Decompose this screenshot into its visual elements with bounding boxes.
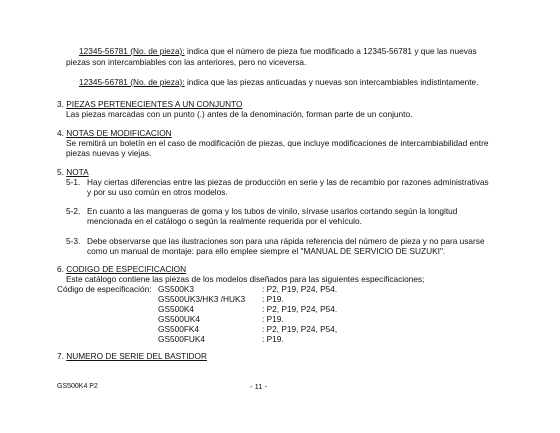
section-title: NUMERO DE SERIE DEL BASTIDOR [66, 351, 207, 361]
spec-code: GS500UK3/HK3 /HUK3 [158, 294, 246, 304]
section-title: CODIGO DE ESPECIFICACION [66, 264, 187, 274]
section-4-heading [57, 128, 172, 139]
section-title: NOTA [66, 167, 89, 177]
section-4-line1: Se remitirá un boletín en el caso de modificación de piezas, que incluye modificaciones de intercambiabilidad entre [66, 138, 489, 148]
note-5-2-line1: En cuanto a las mangueras de goma y los tubos de vinilo, sírvase usarlos cortando según la longitud [87, 206, 458, 216]
section-title: PIEZAS PERTENECIENTES A UN CONJUNTO [66, 99, 243, 109]
note-5-2-num: 5-2. [66, 206, 81, 216]
spec-code: GS500K4 [158, 304, 194, 314]
note-5-2-line2: mencionada en el catálogo o según la realmente requerida por el vehículo. [87, 216, 362, 226]
spec-values: : P2, P19, P24, P54. [262, 284, 338, 294]
spec-values: : P2, P19, P24, P54. [262, 304, 338, 314]
note-5-3-line2: como un manual de montaje: para ello emplee siempre el "MANUAL DE SERVICIO DE SUZUKI". [87, 246, 446, 256]
note-5-1-num: 5-1. [66, 177, 81, 187]
part-number-code: 12345-56781 (No. de pieza): [79, 77, 185, 87]
spec-code: GS500FK4 [158, 324, 200, 334]
section-5-heading [57, 167, 89, 178]
section-number: 7. [57, 351, 64, 361]
note-5-1-line1: Hay ciertas diferencias entre las piezas de producción en serie y las de recambio por razones administrativas [87, 177, 489, 187]
spec-values: : P19. [262, 334, 284, 344]
section-number: 4. [57, 128, 64, 138]
page-number: - 11 - [250, 382, 267, 391]
part-number-code: 12345-56781 (No. de pieza): [79, 46, 185, 56]
section-6-heading [57, 264, 186, 275]
note-5-3-num: 5-3. [66, 236, 81, 246]
footer-model-code: GS500K4 P2 [57, 383, 98, 390]
section-title: NOTAS DE MODIFICACION [66, 128, 172, 138]
note-5-1-line2: y por su uso común en otros modelos. [87, 187, 228, 197]
intro-para1-text: indica que el número de pieza fue modificado a 12345-56781 y que las nuevas [184, 46, 477, 56]
spec-code: GS500K3 [158, 284, 194, 294]
intro-para2-text: indica que las piezas anticuadas y nuevas son intercambiables indistintamente. [184, 77, 479, 87]
section-number: 6. [57, 264, 64, 274]
section-7-heading [57, 351, 207, 362]
spec-values: : P19. [262, 314, 284, 324]
spec-code-label: Código de especificación: [57, 284, 152, 294]
spec-code: GS500FUK4 [158, 334, 206, 344]
intro-para1-line1 [79, 46, 477, 57]
section-3-heading [57, 99, 243, 110]
spec-code: GS500UK4 [158, 314, 200, 324]
spec-values: : P19. [262, 294, 284, 304]
section-4-line2: piezas nuevas y viejas. [66, 148, 152, 158]
section-6-intro: Este catálogo contiene las piezas de los modelos diseñados para las siguientes especificaciones; [66, 274, 425, 284]
note-5-3-line1: Debe observarse que las ilustraciones son para una rápida referencia del número de pieza y no para usarse [87, 236, 485, 246]
section-number: 5. [57, 167, 64, 177]
section-number: 3. [57, 99, 64, 109]
section-3-text: Las piezas marcadas con un punto (.) antes de la denominación, forman parte de un conjunto. [66, 109, 413, 119]
spec-values: : P2, P19, P24, P54, [262, 324, 338, 334]
intro-para1-line2: piezas son intercambiables con las anteriores, pero no viceversa. [66, 57, 307, 67]
intro-para2 [79, 77, 478, 88]
